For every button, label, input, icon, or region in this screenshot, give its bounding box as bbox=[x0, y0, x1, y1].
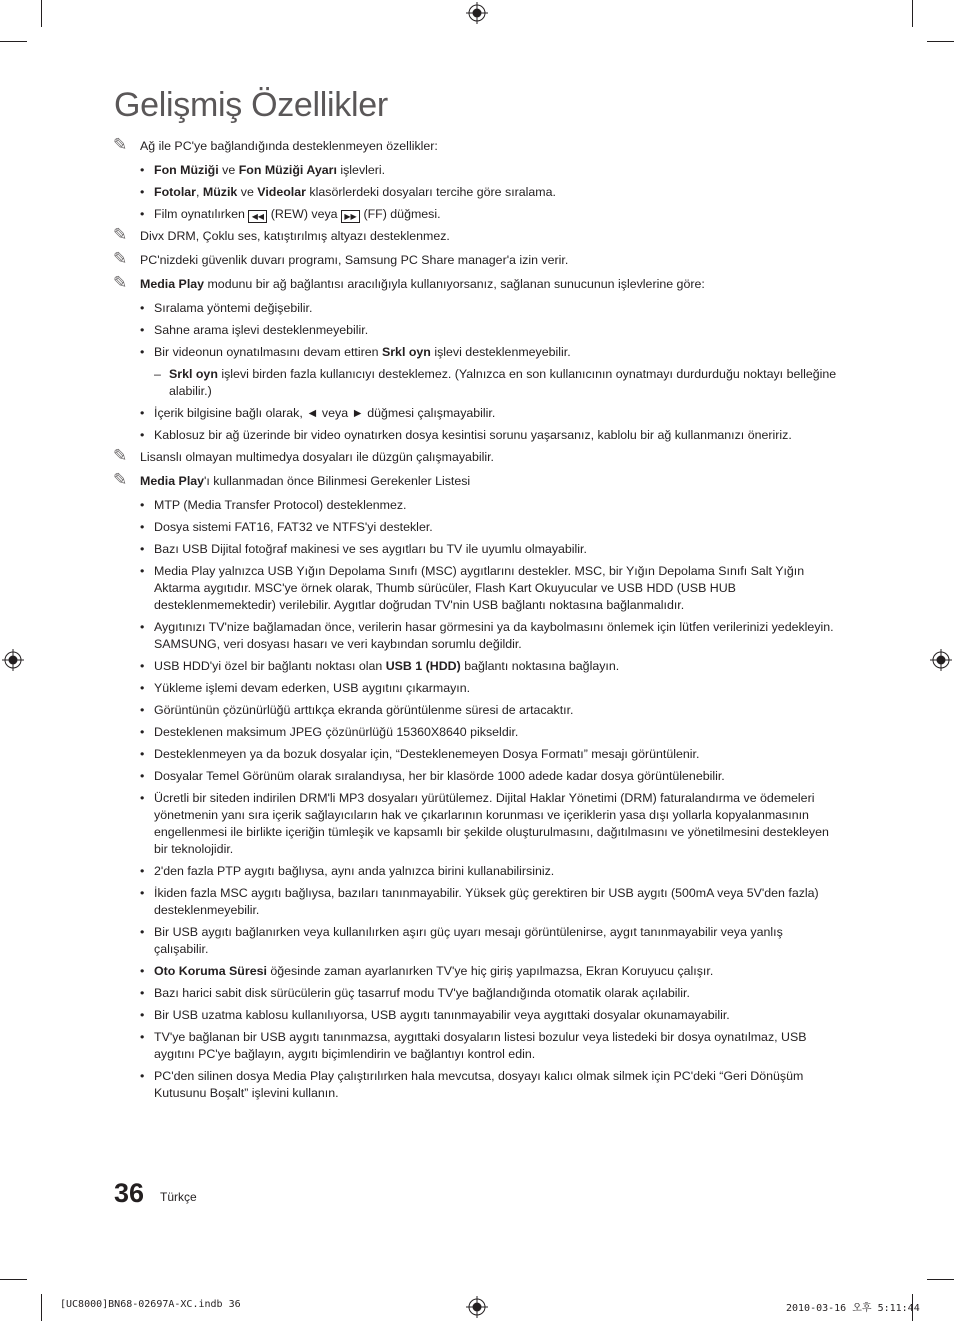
page-title: Gelişmiş Özellikler bbox=[114, 86, 388, 124]
list-item: • Bazı harici sabit disk sürücülerin güç tasarruf modu TV'ye bağlandığında otomatik olarak açılabilir. bbox=[113, 985, 839, 1002]
crop-mark bbox=[41, 0, 42, 27]
bold-term: Fotolar bbox=[154, 185, 196, 199]
bullet-list bbox=[113, 162, 839, 223]
list-item: • TV'ye bağlanan bir USB aygıtı tanınmazsa, aygıttaki dosyaların listesi bozulur veya listedeki bir dosya oynatılmaz, USB aygıtını PC'ye bağlayın, aygıtı biçimlendirin ve bağlantıyı kontrol edin. bbox=[113, 1029, 839, 1063]
list-item: • Bir videonun oynatılmasını devam ettiren Srkl oyn işlevi desteklenmeyebilir. bbox=[113, 344, 839, 361]
list-item: • Sahne arama işlevi desteklenmeyebilir. bbox=[113, 322, 839, 339]
list-item: • Desteklenmeyen ya da bozuk dosyalar için, “Desteklenemeyen Dosya Formatı” mesajı görüntülenir. bbox=[113, 746, 839, 763]
fast-forward-button-icon: ▶▶ bbox=[341, 210, 360, 223]
crop-mark bbox=[0, 41, 27, 42]
sub-list-item: – Srkl oyn işlevi birden fazla kullanıcıyı desteklemez. (Yalnızca en son kullanıcının oynatmayı durdurduğu noktayı belleğine alabilir.) bbox=[113, 366, 839, 400]
note-item bbox=[113, 225, 839, 245]
bullet-list bbox=[113, 300, 839, 444]
bullet-list bbox=[113, 497, 839, 1102]
crop-mark bbox=[912, 0, 913, 27]
list-item: • Görüntünün çözünürlüğü arttıkça ekranda görüntülenme süresi de artacaktır. bbox=[113, 702, 839, 719]
list-item: • Media Play yalnızca USB Yığın Depolama Sınıfı (MSC) aygıtlarını destekler. MSC, bir Yığın Depolama Sınıfı Salt Yığın Aktarma aygıtıdır. MSC'ye örnek olarak, Thumb sürücüler, Flash Kart Okuyucular ve USB HDD (USB HUB desteklenmemektedir) verilebilir. Aygıtlar doğrudan TV'nin USB bağlantı noktasına bağlanmalıdır. bbox=[113, 563, 839, 614]
list-item: • Desteklenen maksimum JPEG çözünürlüğü 15360X8640 pikseldir. bbox=[113, 724, 839, 741]
list-item: • Film oynatılırken ◀◀ (REW) veya ▶▶ (FF) düğmesi. bbox=[113, 206, 839, 223]
crop-mark bbox=[927, 41, 954, 42]
bold-term: Oto Koruma Süresi bbox=[154, 964, 267, 978]
crop-mark bbox=[0, 1279, 27, 1280]
list-item: • USB HDD'yi özel bir bağlantı noktası olan USB 1 (HDD) bağlantı noktasına bağlayın. bbox=[113, 658, 839, 675]
pencil-note-icon: ✎ bbox=[113, 446, 128, 465]
print-slug-file: [UC8000]BN68-02697A-XC.indb 36 bbox=[60, 1299, 241, 1310]
list-item: • Ücretli bir siteden indirilen DRM'li MP3 dosyaları yürütülemez. Dijital Haklar Yönetimi (DRM) faturalandırma ve ödemeleri yönetmenin yanı sıra içerik sağlayıcıların hak ve çıkarlarının korunması ve içeriklerin yasa dışı yollarla kopyalanmasının engellenmesi ile birlikte içeriğin tümleşik ve kapsamlı bir şekilde oluşturulmasını, dağıtılmasını ve yönetilmesini destekleyen bir teknolojidir. bbox=[113, 790, 839, 858]
list-item: • Aygıtınızı TV'nize bağlamadan önce, verilerin hasar görmesini ya da kaybolmasını önlemek için lütfen verilerinizi yedekleyin. SAMSUNG, veri dosyası hasarı ve veri kaybından sorumlu değildir. bbox=[113, 619, 839, 653]
list-item: • Bazı USB Dijital fotoğraf makinesi ve ses aygıtları bu TV ile uyumlu olmayabilir. bbox=[113, 541, 839, 558]
pencil-note-icon: ✎ bbox=[113, 225, 128, 244]
pencil-note-icon: ✎ bbox=[113, 470, 128, 489]
list-item: • Sıralama yöntemi değişebilir. bbox=[113, 300, 839, 317]
note-item bbox=[113, 249, 839, 269]
list-item: • Bir USB aygıtı bağlanırken veya kullanılırken aşırı güç uyarı mesajı görüntülenirse, aygıt tanınmayabilir veya yanlış çalışabilir. bbox=[113, 924, 839, 958]
rewind-button-icon: ◀◀ bbox=[248, 210, 267, 223]
print-slug-date: 2010-03-16 오후 5:11:44 bbox=[786, 1303, 920, 1314]
page-number: 36 bbox=[114, 1178, 145, 1208]
pencil-note-icon: ✎ bbox=[113, 135, 128, 154]
note-text: Media Play modunu bir ağ bağlantısı aracılığıyla kullanıyorsanız, sağlanan sunucunun işlevlerine göre: bbox=[140, 277, 705, 291]
bold-term: Fon Müziği Ayarı bbox=[238, 163, 337, 177]
bold-term: Srkl oyn bbox=[381, 345, 431, 359]
page-language: Türkçe bbox=[160, 1190, 197, 1204]
registration-mark-icon bbox=[2, 649, 24, 671]
list-item: • İkiden fazla MSC aygıtı bağlıysa, bazıları tanınmayabilir. Yüksek güç gerektiren bir USB aygıtı (500mA veya 5V'den fazla) desteklenmeyebilir. bbox=[113, 885, 839, 919]
list-item: • Dosyalar Temel Görünüm olarak sıralandıysa, her bir klasörde 1000 adede kadar dosya görüntülenebilir. bbox=[113, 768, 839, 785]
bold-term: Müzik bbox=[202, 185, 238, 199]
note-text: Ağ ile PC'ye bağlandığında desteklenmeyen özellikler: bbox=[140, 139, 438, 153]
crop-mark bbox=[927, 1279, 954, 1280]
bold-term: Srkl oyn bbox=[169, 367, 218, 381]
note-item bbox=[113, 135, 839, 155]
list-item: • Dosya sistemi FAT16, FAT32 ve NTFS'yi destekler. bbox=[113, 519, 839, 536]
registration-mark-icon bbox=[466, 2, 488, 24]
list-item: • PC'den silinen dosya Media Play çalıştırılırken hala mevcutsa, dosyayı kalıcı olmak silmek için PC'deki “Geri Dönüşüm Kutusunu Boşalt” işlevini kullanın. bbox=[113, 1068, 839, 1102]
note-text: Media Play'ı kullanmadan önce Bilinmesi Gerekenler Listesi bbox=[140, 474, 471, 488]
list-item: • Fon Müziği ve Fon Müziği Ayarı işlevleri. bbox=[113, 162, 839, 179]
list-item: • 2'den fazla PTP aygıtı bağlıysa, aynı anda yalnızca birini kullanabilirsiniz. bbox=[113, 863, 839, 880]
crop-mark bbox=[41, 1294, 42, 1321]
list-item: • Bir USB uzatma kablosu kullanılıyorsa, USB aygıtı tanınmayabilir veya aygıttaki dosyalar okunamayabilir. bbox=[113, 1007, 839, 1024]
pencil-note-icon: ✎ bbox=[113, 273, 128, 292]
note-text: Lisanslı olmayan multimedya dosyaları ile düzgün çalışmayabilir. bbox=[140, 450, 494, 464]
bold-term: Media Play bbox=[140, 277, 205, 291]
registration-mark-icon bbox=[466, 1296, 488, 1318]
bold-term: Media Play bbox=[140, 474, 205, 488]
note-item bbox=[113, 273, 839, 293]
note-item bbox=[113, 446, 839, 466]
notes-content bbox=[113, 135, 839, 1107]
list-item: • Yükleme işlemi devam ederken, USB aygıtını çıkarmayın. bbox=[113, 680, 839, 697]
bold-term: USB 1 (HDD) bbox=[385, 659, 461, 673]
note-item bbox=[113, 470, 839, 490]
note-text: PC'nizdeki güvenlik duvarı programı, Samsung PC Share manager'a izin verir. bbox=[140, 253, 569, 267]
note-text: Divx DRM, Çoklu ses, katıştırılmış altyazı desteklenmez. bbox=[140, 229, 450, 243]
list-item: • İçerik bilgisine bağlı olarak, ◄ veya ► düğmesi çalışmayabilir. bbox=[113, 405, 839, 422]
registration-mark-icon bbox=[930, 649, 952, 671]
bold-term: Videolar bbox=[257, 185, 306, 199]
list-item: • Fotolar, Müzik ve Videolar klasörlerdeki dosyaları tercihe göre sıralama. bbox=[113, 184, 839, 201]
list-item: • MTP (Media Transfer Protocol) desteklenmez. bbox=[113, 497, 839, 514]
list-item: • Oto Koruma Süresi öğesinde zaman ayarlanırken TV'ye hiç giriş yapılmazsa, Ekran Koruyucu çalışır. bbox=[113, 963, 839, 980]
list-item: • Kablosuz bir ağ üzerinde bir video oynatırken dosya kesintisi sorunu yaşarsanız, kablolu bir ağ kullanmanızı öneririz. bbox=[113, 427, 839, 444]
pencil-note-icon: ✎ bbox=[113, 249, 128, 268]
bold-term: Fon Müziği bbox=[154, 163, 219, 177]
